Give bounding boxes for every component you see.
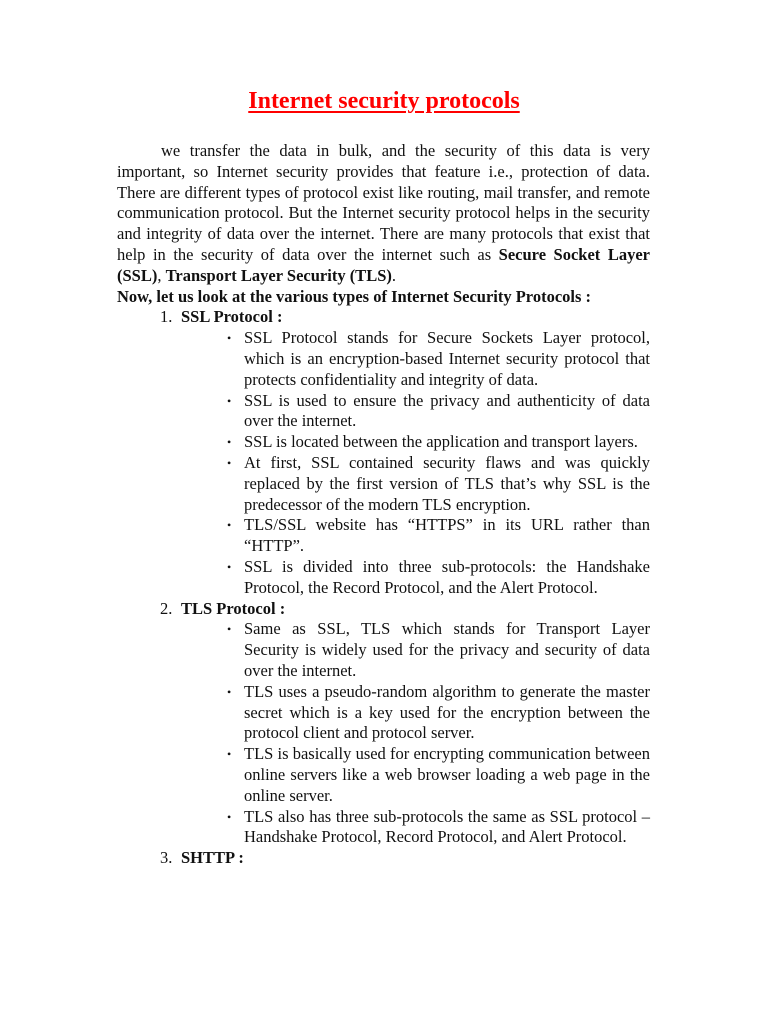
- section-heading: [117, 848, 650, 869]
- bullet-list: [117, 619, 650, 848]
- bullet-text: SSL is divided into three sub-protocols: the Handshake Protocol, the Record Protocol, and the Alert Protocol.: [244, 556, 650, 597]
- document-body: [117, 141, 650, 869]
- document-title: Internet security protocols: [248, 88, 520, 114]
- bullet-icon: •: [227, 518, 232, 533]
- section-heading: [117, 599, 650, 620]
- bullet-icon: •: [227, 747, 232, 762]
- list-item: [227, 328, 650, 390]
- bullet-list: [117, 328, 650, 598]
- bullet-text: TLS/SSL website has “HTTPS” in its URL rather than “HTTP”.: [244, 515, 650, 556]
- list-item: [227, 452, 650, 515]
- bullet-text: TLS is basically used for encrypting communication between online servers like a web browser loading a web page in the online server.: [244, 744, 650, 805]
- bullet-text: SSL is used to ensure the privacy and authenticity of data over the internet.: [244, 390, 650, 431]
- section-number: 1.: [160, 307, 173, 327]
- bullet-icon: •: [227, 684, 232, 699]
- bullet-text: SSL is located between the application and transport layers.: [244, 432, 638, 452]
- intro-end: .: [391, 265, 396, 285]
- section-title: SHTTP :: [181, 848, 244, 868]
- section-title: SSL Protocol :: [181, 307, 283, 327]
- list-item: [227, 744, 650, 806]
- intro-paragraph: [117, 141, 650, 287]
- bullet-text: TLS also has three sub-protocols the same as SSL protocol – Handshake Protocol, Record Protocol, and Alert Protocol.: [244, 806, 650, 847]
- section-number: 3.: [160, 848, 173, 868]
- list-item: [227, 806, 650, 849]
- bullet-icon: •: [227, 809, 232, 824]
- list-item: [227, 515, 650, 557]
- bullet-icon: •: [227, 331, 232, 346]
- bullet-icon: •: [227, 393, 232, 408]
- section-heading: [117, 307, 650, 328]
- section-title: TLS Protocol :: [181, 598, 286, 618]
- intro-text: we transfer the data in bulk, and the security of this data is very important, so Internet security provides that feature i.e., protection of data. There are different types of protocol exist like routing, mail transfer, and remote communication protocol. But the Internet security protocol helps in the security and integrity of data over the internet. There are many protocols that exist that help in the security of data over the internet such as: [117, 141, 650, 264]
- section-shttp: [117, 848, 650, 869]
- protocol-sections: [117, 307, 650, 869]
- section-number: 2.: [160, 598, 173, 618]
- intro-tls-term: Transport Layer Security (TLS): [165, 265, 392, 285]
- list-item: [227, 681, 650, 744]
- list-item: [227, 432, 650, 453]
- bullet-text: At first, SSL contained security flaws and was quickly replaced by the first version of TLS that’s why SSL is the predecessor of the modern TLS encryption.: [244, 452, 650, 514]
- bullet-icon: •: [227, 455, 232, 470]
- intro-separator: ,: [157, 265, 166, 285]
- section-tls: [117, 599, 650, 849]
- lead-sentence: Now, let us look at the various types of Internet Security Protocols :: [117, 286, 592, 306]
- bullet-icon: •: [227, 559, 232, 574]
- section-ssl: [117, 307, 650, 598]
- intro-ssl-term: Secure Socket Layer (SSL): [117, 244, 650, 285]
- list-item: [227, 556, 650, 599]
- bullet-text: SSL Protocol stands for Secure Sockets Layer protocol, which is an encryption-based Internet security protocol that protects confidentiality and integrity of data.: [244, 328, 650, 389]
- bullet-icon: •: [227, 622, 232, 637]
- list-item: [227, 619, 650, 681]
- bullet-text: Same as SSL, TLS which stands for Transport Layer Security is widely used for the privacy and security of data over the internet.: [244, 619, 650, 680]
- list-item: [227, 390, 650, 433]
- bullet-icon: •: [227, 435, 232, 450]
- bullet-text: TLS uses a pseudo-random algorithm to generate the master secret which is a key used for the encryption between the protocol client and protocol server.: [244, 681, 650, 743]
